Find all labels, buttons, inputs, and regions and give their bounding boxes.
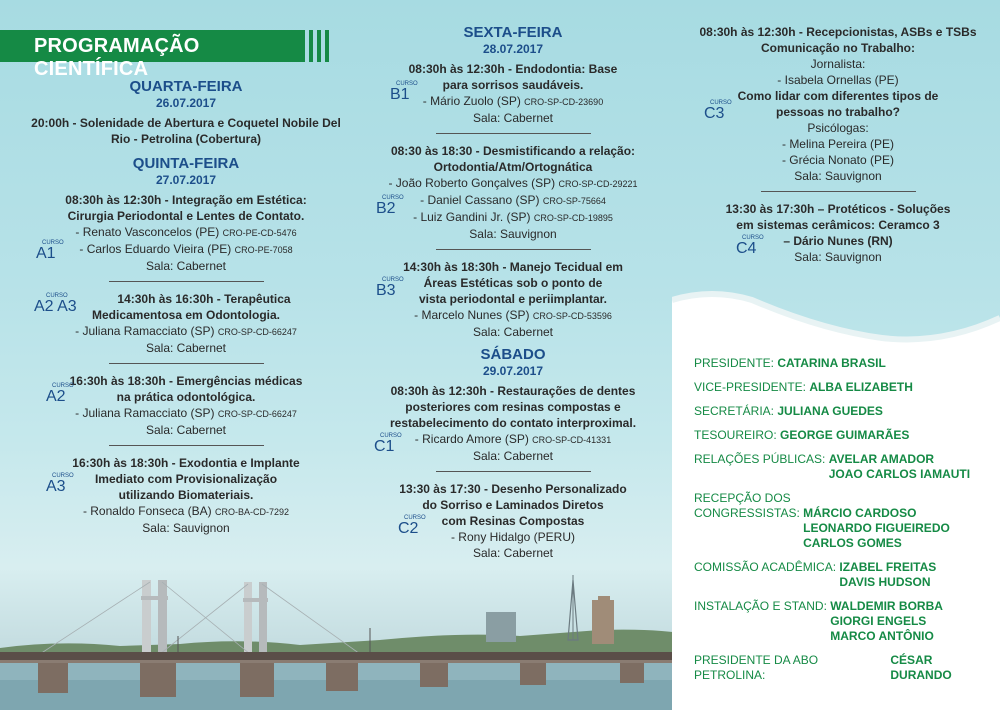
- course-code: CURSO A3: [46, 473, 74, 495]
- event-title: na prática odontológica.: [116, 390, 256, 404]
- event-title: 08:30h às 12:30h - Restaurações de dentes: [390, 384, 636, 398]
- divider: [436, 133, 591, 134]
- schedule-item: [358, 143, 668, 242]
- event-title: do Sorriso e Laminados Diretos: [422, 498, 604, 512]
- course-code: CURSO A2 A3: [34, 293, 77, 315]
- committee-row: VICE-PRESIDENTE: ALBA ELIZABETH: [694, 380, 913, 394]
- speaker: - Juliana Ramacciato (SP) CRO-SP-CD-66247: [75, 324, 297, 338]
- event-title: Áreas Estéticas sob o ponto de: [423, 276, 603, 290]
- course-code: CURSO B3: [376, 277, 404, 299]
- event-title: Como lidar com diferentes tipos de: [737, 89, 939, 103]
- speaker: - Marcelo Nunes (SP) CRO-SP-CD-53596: [414, 308, 612, 322]
- schedule-item: 20:00h - Solenidade de Abertura e Coquetel Nobile Del Rio - Petrolina (Cobertura): [31, 116, 341, 146]
- schedule-item: [358, 481, 668, 561]
- divider: [109, 363, 264, 364]
- committee-row: COMISSÃO ACADÊMICA: IZABEL FREITAS DAVIS HUDSON: [694, 560, 937, 589]
- schedule-item: [28, 373, 344, 438]
- event-title: Ortodontia/Atm/Ortognática: [433, 160, 593, 174]
- course-code: CURSO A1: [36, 240, 64, 262]
- event-title: – Dário Nunes (RN): [783, 234, 893, 248]
- column-wednesday-thursday: [28, 78, 344, 536]
- speaker: - Juliana Ramacciato (SP) CRO-SP-CD-66247: [75, 406, 297, 420]
- event-title: 08:30h às 12:30h - Integração em Estética:: [65, 193, 307, 207]
- speaker: - Rony Hidalgo (PERU): [450, 530, 576, 544]
- day-title: SEXTA-FEIRA: [463, 24, 563, 41]
- schedule-item: [688, 24, 988, 184]
- speaker: - Daniel Cassano (SP) CRO-SP-75664: [420, 193, 606, 207]
- event-title: Cirurgia Periodontal e Lentes de Contato.: [67, 209, 305, 223]
- speaker: - Mário Zuolo (SP) CRO-SP-CD-23690: [422, 94, 604, 108]
- speaker: - Isabela Ornellas (PE): [777, 73, 899, 87]
- divider: [436, 249, 591, 250]
- schedule-item: [688, 201, 988, 265]
- event-title: em sistemas cerâmicos: Ceramco 3: [736, 218, 940, 232]
- room: Sala: Cabernet: [472, 111, 554, 125]
- event-title: Imediato com Provisionalização: [94, 472, 278, 486]
- schedule-item: [28, 192, 344, 274]
- committee-row: PRESIDENTE: CATARINA BRASIL: [694, 356, 886, 370]
- event-line: Jornalista:: [810, 57, 866, 71]
- schedule-item: [28, 291, 344, 356]
- event-title: restabelecimento do contato interproximal.: [389, 416, 637, 430]
- speaker: - Melina Pereira (PE): [781, 137, 895, 151]
- event-title: 14:30h às 16:30h - Terapêutica: [117, 292, 291, 306]
- event-title: Comunicação no Trabalho:: [760, 41, 916, 55]
- event-title: 16:30h às 18:30h - Emergências médicas: [69, 374, 303, 388]
- committee-row: RELAÇÕES PÚBLICAS: AVELAR AMADOR JOAO CARLOS IAMAUTI: [694, 452, 971, 481]
- column-saturday-continued: [688, 24, 988, 265]
- room: Sala: Cabernet: [145, 423, 227, 437]
- course-code: CURSO A2: [46, 383, 74, 405]
- event-title: utilizando Biomateriais.: [118, 488, 254, 502]
- event-title: 16:30h às 18:30h - Exodontia e Implante: [72, 456, 300, 470]
- committee-row: TESOUREIRO: GEORGE GUIMARÃES: [694, 428, 910, 442]
- committee-row: PRESIDENTE DA ABO PETROLINA: CÉSAR DURANDO: [694, 653, 952, 682]
- event-time: 20:00h: [31, 116, 70, 130]
- schedule-item: [358, 259, 668, 340]
- divider: [109, 281, 264, 282]
- schedule-item: [358, 383, 668, 464]
- event-title: 08:30h às 12:30h - Recepcionistas, ASBs e TSBs: [699, 25, 977, 39]
- day-date: 29.07.2017: [482, 364, 544, 378]
- day-date: 26.07.2017: [155, 96, 217, 110]
- committee-row: INSTALAÇÃO E STAND: WALDEMIR BORBA GIORGI ENGELS MARCO ANTÔNIO: [694, 599, 943, 643]
- organizing-committee: [694, 356, 994, 692]
- event-title: Medicamentosa em Odontologia.: [91, 308, 281, 322]
- room: Sala: Sauvignon: [794, 169, 882, 183]
- event-title: 13:30 às 17:30h – Protéticos - Soluções: [725, 202, 951, 216]
- day-title: QUARTA-FEIRA: [129, 78, 243, 95]
- speaker: - Carlos Eduardo Vieira (PE) CRO-PE-7058: [79, 242, 293, 256]
- course-code: CURSO C4: [736, 235, 764, 257]
- speaker: - Luiz Gandini Jr. (SP) CRO-SP-CD-19895: [413, 210, 613, 224]
- event-title: Solenidade de Abertura e Coquetel Nobile Del Rio - Petrolina (Cobertura): [79, 116, 341, 146]
- divider: [436, 471, 591, 472]
- course-code: CURSO B2: [376, 195, 404, 217]
- speaker: - Ronaldo Fonseca (BA) CRO-BA-CD-7292: [82, 504, 290, 518]
- event-title: 14:30h às 18:30h - Manejo Tecidual em: [403, 260, 623, 274]
- schedule-item: [28, 455, 344, 536]
- committee-row: RECEPÇÃO DOS CONGRESSISTAS: MÁRCIO CARDOSO LEONARDO FIGUEIREDO CARLOS GOMES: [694, 491, 950, 550]
- course-code: CURSO C1: [374, 433, 402, 455]
- room: Sala: Sauvignon: [142, 521, 230, 535]
- event-title: 13:30 às 17:30 - Desenho Personalizado: [399, 482, 627, 496]
- day-title: QUINTA-FEIRA: [132, 155, 240, 172]
- speaker: - Grécia Nonato (PE): [781, 153, 895, 167]
- event-title: posteriores com resinas compostas e: [405, 400, 621, 414]
- event-title: 08:30 às 18:30 - Desmistificando a relação:: [390, 144, 636, 158]
- room: Sala: Cabernet: [145, 341, 227, 355]
- event-title: para sorrisos saudáveis.: [442, 78, 584, 92]
- course-code: CURSO B1: [390, 81, 418, 103]
- divider: [761, 191, 916, 192]
- page-title: PROGRAMAÇÃO CIENTÍFICA: [0, 30, 305, 62]
- room: Sala: Sauvignon: [469, 227, 557, 241]
- room: Sala: Cabernet: [472, 546, 554, 560]
- column-friday-saturday: [358, 24, 668, 561]
- committee-row: SECRETÁRIA: JULIANA GUEDES: [694, 404, 883, 418]
- day-title: SÁBADO: [480, 346, 546, 363]
- day-date: 27.07.2017: [155, 173, 217, 187]
- room: Sala: Sauvignon: [794, 250, 882, 264]
- speaker: - João Roberto Gonçalves (SP) CRO-SP-CD-29221: [388, 176, 638, 190]
- event-title: com Resinas Compostas: [441, 514, 585, 528]
- day-date: 28.07.2017: [482, 42, 544, 56]
- event-line: Psicólogas:: [807, 121, 869, 135]
- room: Sala: Cabernet: [472, 325, 554, 339]
- divider: [109, 445, 264, 446]
- course-code: CURSO C3: [704, 100, 732, 122]
- event-title: pessoas no trabalho?: [775, 105, 901, 119]
- speaker: - Ricardo Amore (SP) CRO-SP-CD-41331: [414, 432, 612, 446]
- course-code: CURSO C2: [398, 515, 426, 537]
- speaker: - Renato Vasconcelos (PE) CRO-PE-CD-5476: [75, 225, 297, 239]
- schedule-item: [358, 61, 668, 126]
- room: Sala: Cabernet: [145, 259, 227, 273]
- banner-stripes: [309, 30, 339, 62]
- event-title: vista periodontal e periimplantar.: [418, 292, 608, 306]
- room: Sala: Cabernet: [472, 449, 554, 463]
- event-title: 08:30h às 12:30h - Endodontia: Base: [408, 62, 618, 76]
